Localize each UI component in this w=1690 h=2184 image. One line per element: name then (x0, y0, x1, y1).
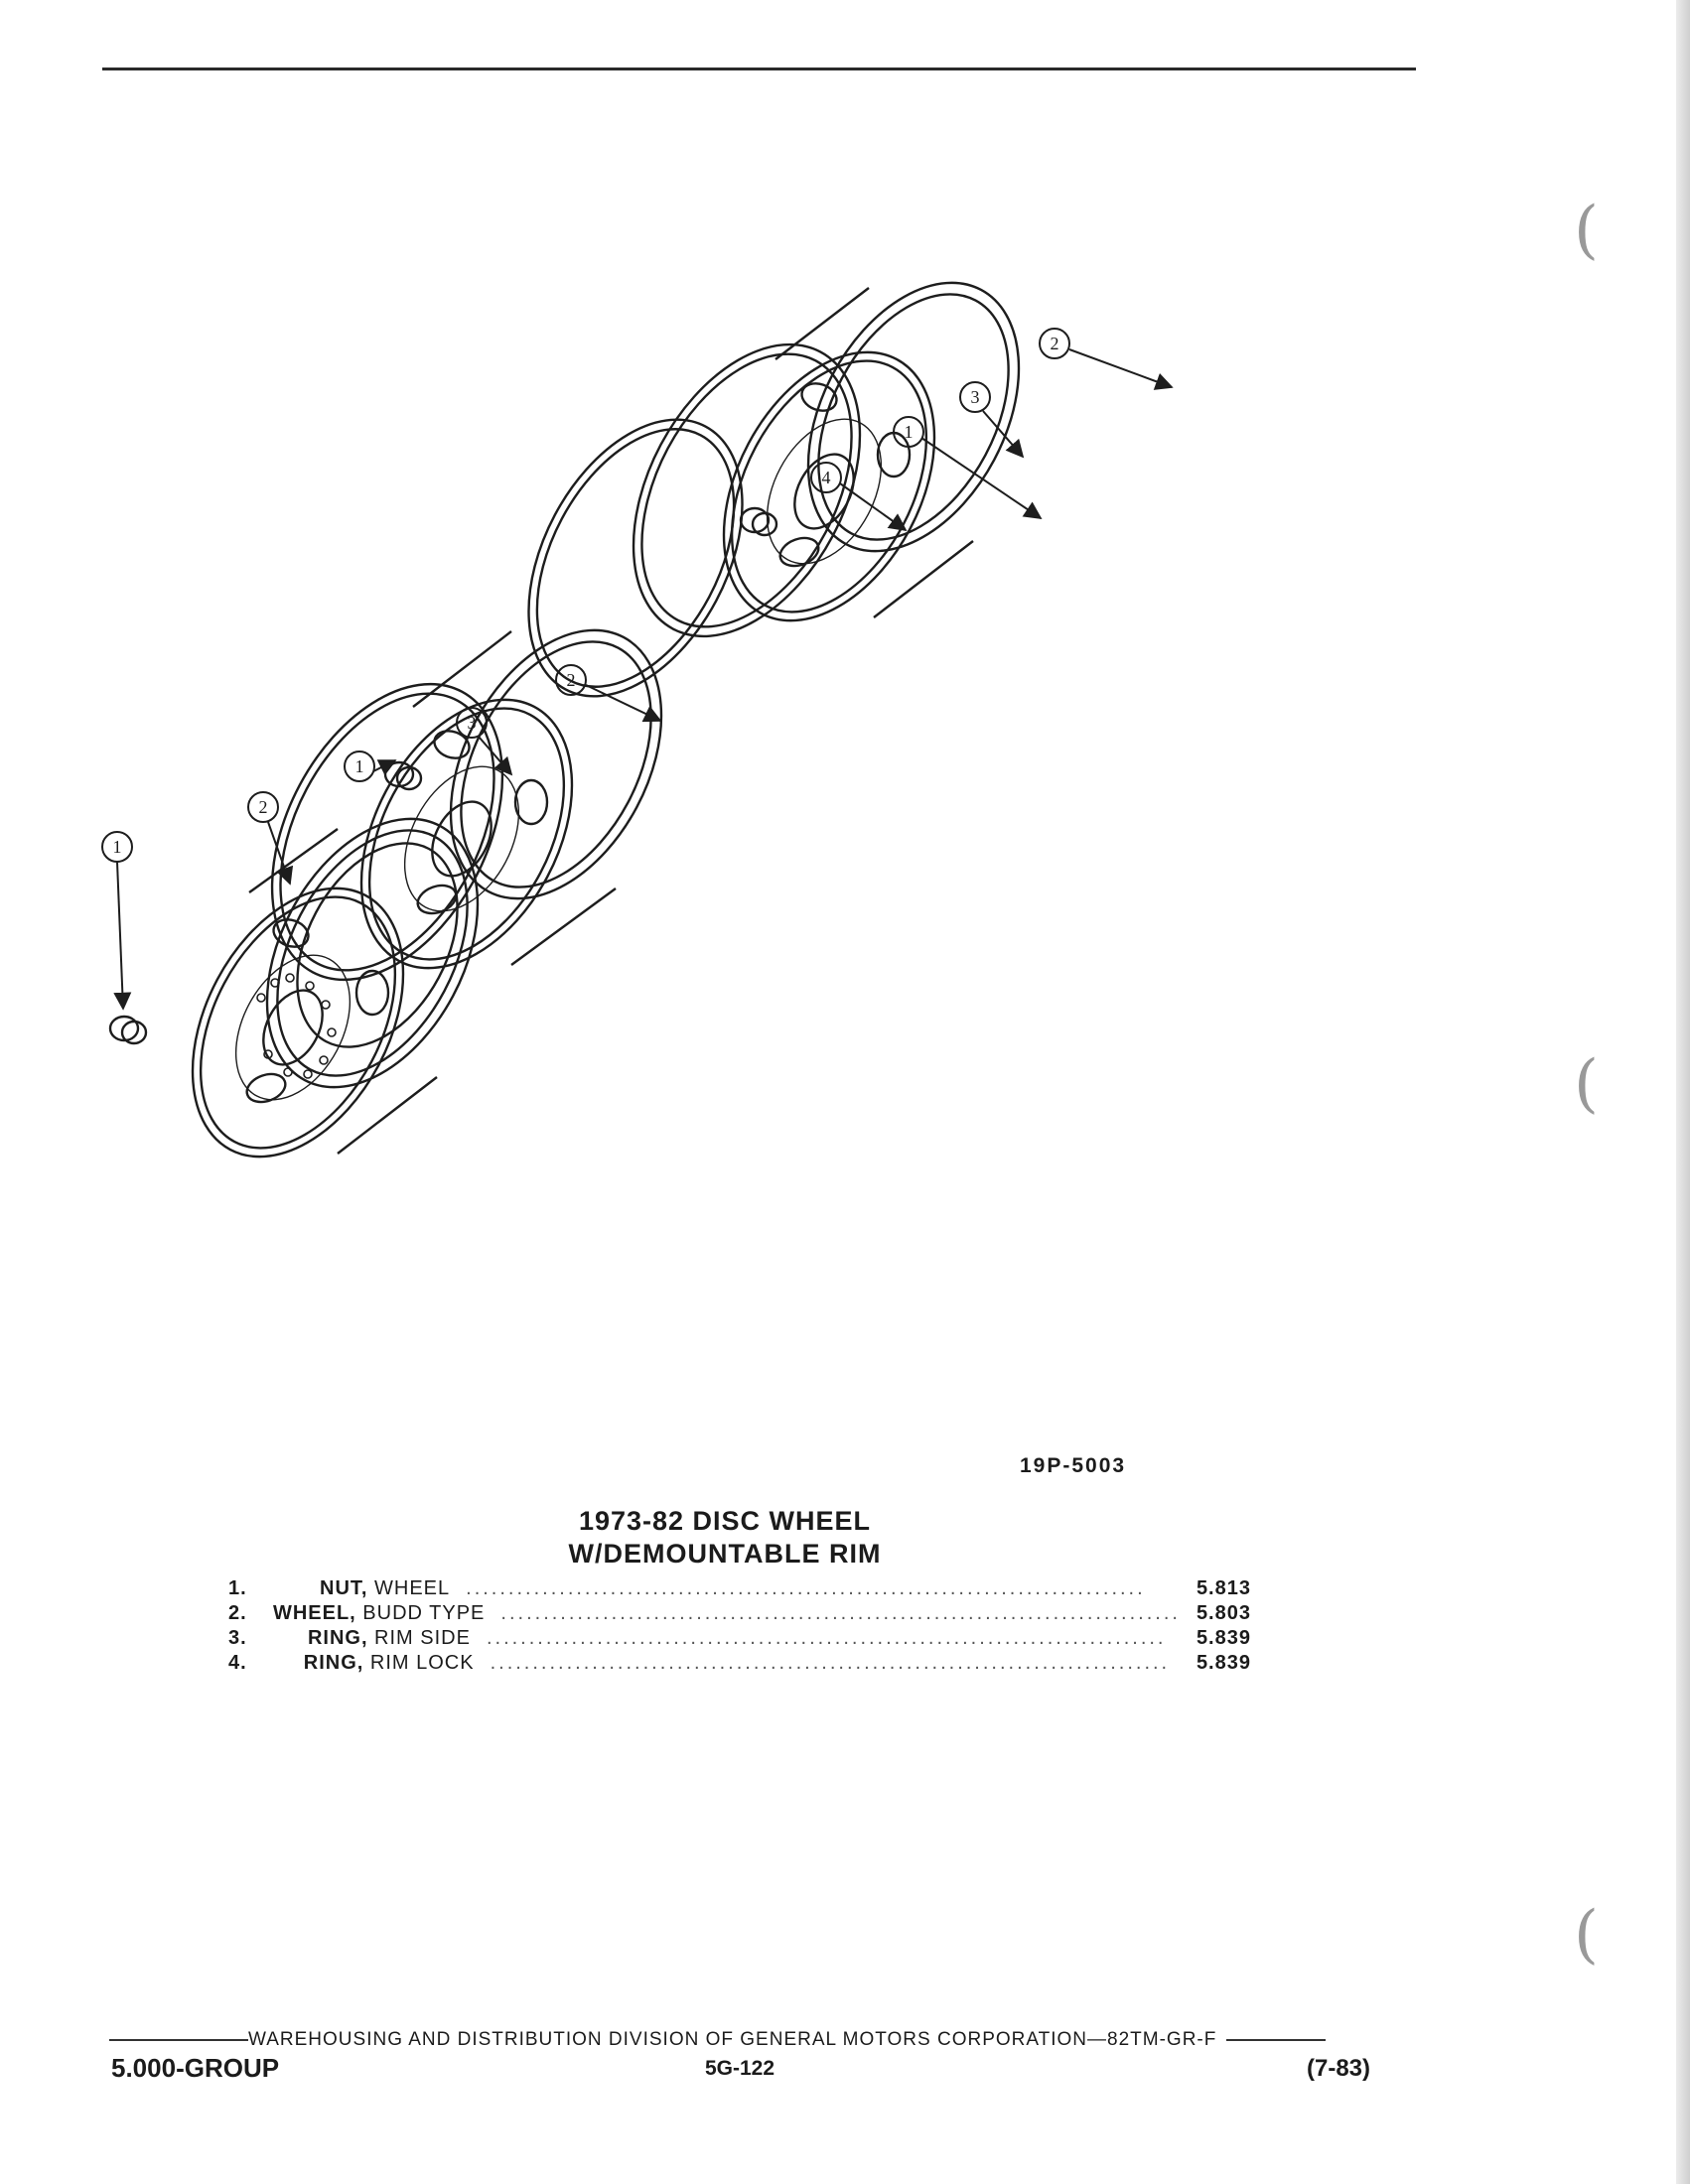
callout-9 (1040, 329, 1172, 387)
exploded-wheel-diagram (112, 298, 1410, 1152)
parts-row (228, 1602, 1251, 1627)
part-name-bold: RING, (307, 1627, 368, 1649)
parts-row (228, 1652, 1251, 1677)
wheel-2 (225, 595, 705, 1019)
wheel-3 (485, 247, 1061, 733)
wheel-1 (110, 783, 520, 1192)
part-name-rest: RIM LOCK (363, 1652, 475, 1674)
part-name-bold: NUT, (320, 1577, 368, 1599)
part-ref: 5.803 (1196, 1602, 1251, 1624)
part-name-rest: WHEEL (367, 1577, 451, 1599)
part-name-rest: BUDD TYPE (355, 1602, 486, 1624)
callout-label: 3 (467, 713, 477, 733)
figure-code: 19P-5003 (1020, 1454, 1127, 1477)
callout-label: 3 (970, 387, 980, 407)
binder-hole-mark: ( (1574, 1898, 1599, 1972)
footer-division-text: WAREHOUSING AND DISTRIBUTION DIVISION OF GENERAL MOTORS CORPORATION—82TM-GR-F (248, 2029, 1217, 2050)
footer-date: (7-83) (1307, 2055, 1371, 2082)
part-ref: 5.839 (1196, 1627, 1251, 1649)
callout-2 (248, 792, 290, 884)
footer-group: 5.000-GROUP (111, 2053, 280, 2083)
part-name (308, 1627, 471, 1650)
parts-row (228, 1577, 1251, 1602)
part-name (273, 1602, 485, 1625)
page-edge (1676, 0, 1690, 2184)
top-rule (102, 68, 1416, 70)
binder-hole-mark: ( (1574, 194, 1599, 267)
callout-label: 2 (566, 670, 576, 690)
footer-division-line (109, 2029, 1380, 2051)
callout-1 (102, 832, 132, 1009)
callout-label: 1 (904, 422, 914, 442)
callout-label: 2 (1050, 334, 1059, 353)
callout-label: 2 (258, 797, 268, 817)
parts-list (228, 1577, 1251, 1677)
part-name-bold: WHEEL, (272, 1602, 356, 1624)
part-name (320, 1577, 450, 1600)
part-ref: 5.839 (1196, 1652, 1251, 1674)
part-name-bold: RING, (303, 1652, 364, 1674)
part-name-rest: RIM SIDE (367, 1627, 471, 1649)
parts-row (228, 1627, 1251, 1652)
part-number: 4. (228, 1652, 247, 1674)
part-name (304, 1652, 475, 1675)
title-line-2: W/DEMOUNTABLE RIM (568, 1539, 882, 1569)
part-ref: 5.813 (1196, 1577, 1251, 1599)
callout-7 (894, 417, 1041, 518)
callout-label: 1 (354, 756, 364, 776)
leader-dots: ................................................................................ (490, 1652, 1171, 1674)
part-number: 2. (228, 1602, 247, 1624)
part-number: 1. (228, 1577, 247, 1599)
footer-rule (1226, 2039, 1326, 2041)
part-number: 3. (228, 1627, 247, 1649)
leader-dots: ................................................................................ (500, 1602, 1181, 1624)
binder-hole-mark: ( (1574, 1047, 1599, 1121)
callout-label: 1 (112, 837, 122, 857)
leader-dots: ................................................................................ (466, 1577, 1146, 1599)
title-line-1: 1973-82 DISC WHEEL (578, 1506, 872, 1536)
footer-rule (109, 2039, 248, 2041)
callout-label: 4 (821, 468, 831, 487)
footer-page-number: 5G-122 (705, 2057, 775, 2080)
leader-dots: ................................................................................ (486, 1627, 1167, 1649)
